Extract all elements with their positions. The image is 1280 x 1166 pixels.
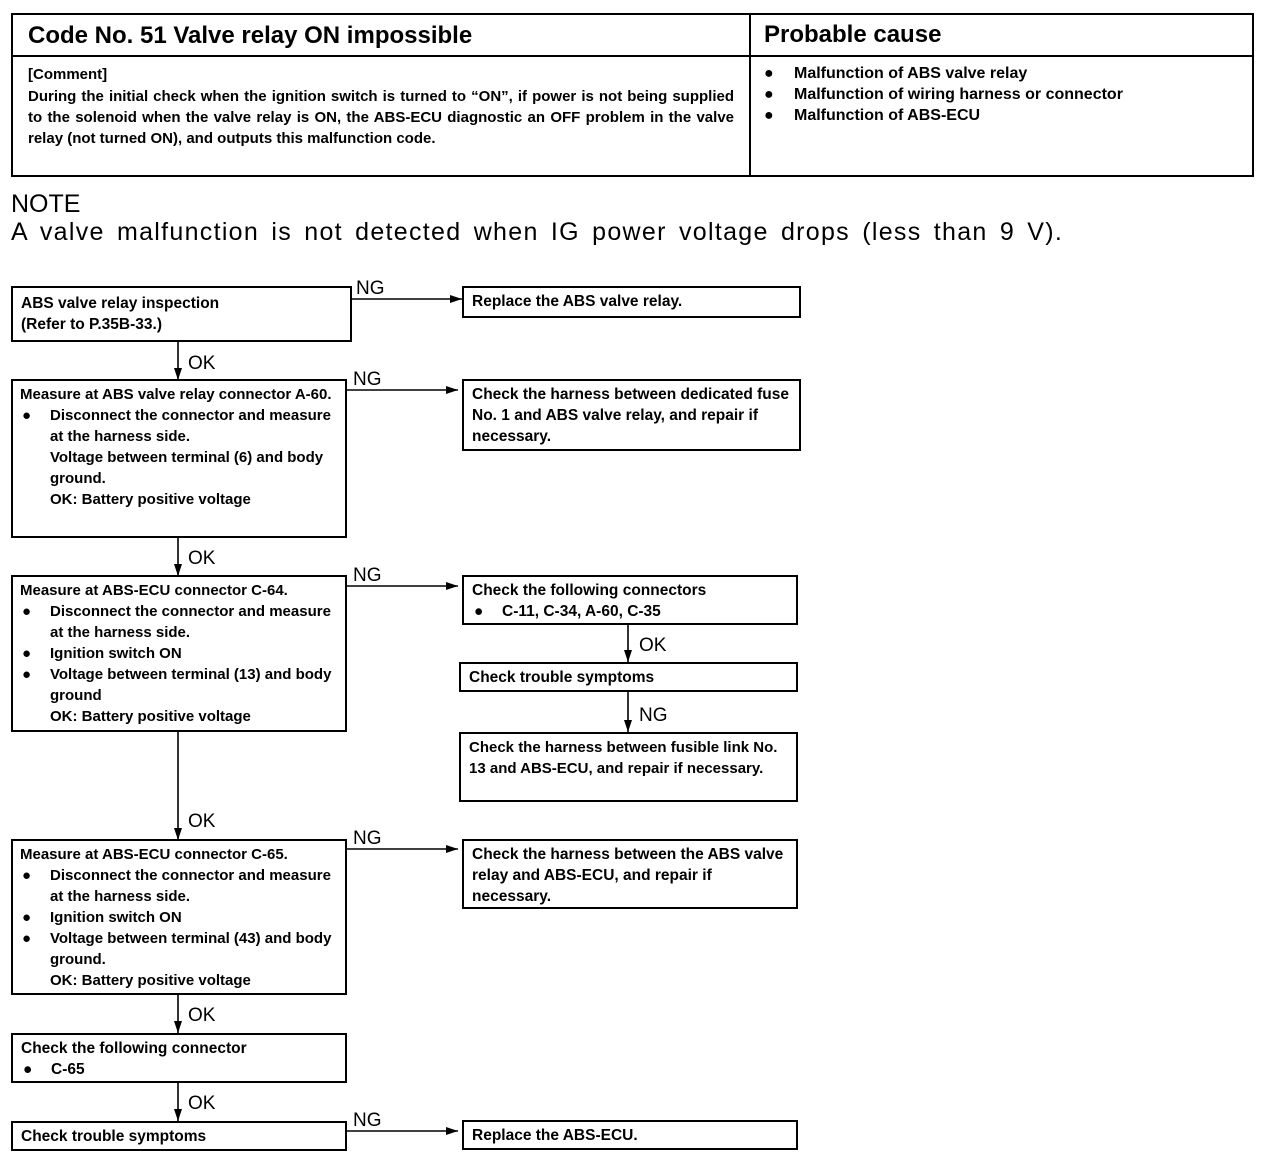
- ok-label: OK: [188, 1005, 216, 1026]
- result-check-trouble-symptoms: Check trouble symptoms: [459, 662, 798, 692]
- step-check-connector-c65: Check the following connector ● C-65: [11, 1033, 347, 1083]
- ok-label: OK: [188, 1093, 216, 1114]
- bullet-icon: ●: [764, 86, 774, 103]
- bullet-item: ● Ignition switch ON: [22, 909, 182, 926]
- comment-tag: [Comment]: [28, 66, 108, 83]
- cause-item: ● Malfunction of ABS valve relay: [764, 65, 1028, 82]
- ng-label: NG: [353, 565, 382, 586]
- bullet-icon: ●: [22, 645, 32, 662]
- bullet-item: ● Disconnect the connector and measure at the harness side.: [22, 407, 331, 445]
- ok-label: OK: [188, 353, 216, 374]
- bullet-icon: ●: [764, 107, 774, 124]
- ng-label: NG: [353, 1110, 382, 1131]
- code-title: Code No. 51 Valve relay ON impossible: [28, 22, 473, 49]
- comment-text: During the initial check when the ignition switch is turned to “ON”, if power is not being supplied to the solenoid when the valve relay is ON, the ABS-ECU diagnostic an OFF problem in the valve relay (not turned ON), and outputs this malfunction code.: [28, 88, 734, 147]
- step-measure-ecu-connector-c65: Measure at ABS-ECU connector C-65. ● Disconnect the connector and measure at the harness side. ● Ignition switch ON ● Voltage between terminal (43) and body ground. OK: Battery positive voltage: [11, 839, 347, 995]
- result-replace-ecu: Replace the ABS-ECU.: [462, 1120, 798, 1150]
- bullet-item: ● C-65: [23, 1061, 85, 1078]
- step-check-trouble-symptoms: Check trouble symptoms: [11, 1121, 347, 1151]
- step-valve-relay-inspection: ABS valve relay inspection (Refer to P.35B-33.): [11, 286, 352, 342]
- result-check-harness-fuse: Check the harness between dedicated fuse No. 1 and ABS valve relay, and repair if necessary.: [462, 379, 801, 451]
- ng-label: NG: [356, 278, 385, 299]
- result-check-connectors: Check the following connectors ● C-11, C-34, A-60, C-35: [462, 575, 798, 625]
- cause-item: ● Malfunction of wiring harness or connector: [764, 86, 1123, 103]
- bullet-item: ● Ignition switch ON: [22, 645, 182, 662]
- bullet-icon: ●: [474, 603, 484, 620]
- bullet-icon: ●: [22, 930, 32, 947]
- bullet-icon: ●: [764, 65, 774, 82]
- bullet-icon: ●: [22, 666, 32, 683]
- note-text: A valve malfunction is not detected when IG power voltage drops (less than 9 V).: [11, 218, 1064, 246]
- ng-label: NG: [639, 705, 668, 726]
- bullet-item: ● Disconnect the connector and measure at the harness side.: [22, 867, 331, 905]
- bullet-icon: ●: [22, 407, 32, 424]
- ok-label: OK: [188, 548, 216, 569]
- result-check-harness-fusible-link: Check the harness between fusible link No. 13 and ABS-ECU, and repair if necessary.: [459, 732, 798, 802]
- ng-label: NG: [353, 369, 382, 390]
- ng-label: NG: [353, 828, 382, 849]
- probable-cause-title: Probable cause: [764, 21, 942, 48]
- bullet-item: ● Voltage between terminal (43) and body ground.: [22, 930, 332, 968]
- ok-label: OK: [639, 635, 667, 656]
- note-title: NOTE: [11, 190, 81, 218]
- step-measure-ecu-connector-c64: Measure at ABS-ECU connector C-64. ● Disconnect the connector and measure at the harness side. ● Ignition switch ON ● Voltage between terminal (13) and body ground OK: Battery positive voltage: [11, 575, 347, 732]
- ok-label: OK: [188, 811, 216, 832]
- bullet-icon: ●: [23, 1061, 33, 1078]
- result-check-harness-valve-relay-ecu: Check the harness between the ABS valve relay and ABS-ECU, and repair if necessary.: [462, 839, 798, 909]
- bullet-item: ● Voltage between terminal (13) and body ground: [22, 666, 332, 704]
- bullet-icon: ●: [22, 603, 32, 620]
- step-measure-valve-relay-connector: Measure at ABS valve relay connector A-60. ● Disconnect the connector and measure at the harness side. Voltage between terminal (6) and body ground. OK: Battery positive voltage: [11, 379, 347, 538]
- bullet-icon: ●: [22, 867, 32, 884]
- bullet-item: ● C-11, C-34, A-60, C-35: [474, 603, 661, 620]
- result-replace-valve-relay: Replace the ABS valve relay.: [462, 286, 801, 318]
- cause-item: ● Malfunction of ABS-ECU: [764, 107, 981, 124]
- bullet-icon: ●: [22, 909, 32, 926]
- bullet-item: ● Disconnect the connector and measure at the harness side.: [22, 603, 331, 641]
